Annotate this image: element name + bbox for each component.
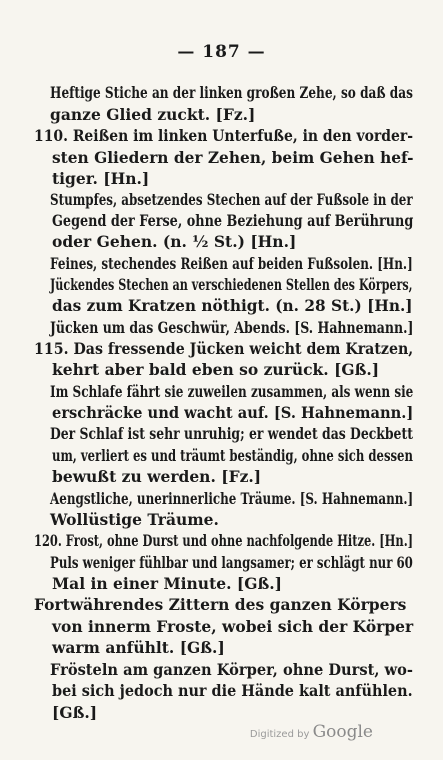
text-line: Jückendes Stechen an verschiedenen Stellen des Körpers, [50,275,413,294]
text-line: Puls weniger fühlbar und langsamer; er schlägt nur 60 [50,553,413,572]
text-line: 120. Frost, ohne Durst und ohne nachfolgende Hitze. [Hn.] [34,531,414,550]
text-line: kehrt aber bald eben so zurück. [Gß.] [52,360,380,379]
digitized-watermark [250,722,373,742]
text-line: Gegend der Ferse, ohne Beziehung auf Berührung [52,211,414,230]
text-line: Wollüstige Träume. [50,510,219,529]
text-line: sten Gliedern der Zehen, beim Gehen hef- [52,148,414,167]
text-line: erschräcke und wacht auf. [S. Hahnemann.] [52,403,414,422]
digitized-label: Digitized by [249,729,310,740]
text-line: das zum Kratzen nöthigt. (n. 28 St.) [Hn.] [52,296,413,315]
text-line: ganze Glied zuckt. [Fz.] [50,105,256,124]
text-line: von innerm Froste, wobei sich der Körper [52,617,414,636]
text-line: Feines, stechendes Reißen auf beiden Fußsolen. [Hn.] [50,254,413,273]
text-line: oder Gehen. (n. ½ St.) [Hn.] [52,232,297,251]
text-line: Mal in einer Minute. [Gß.] [52,574,282,593]
google-logo: Google [312,722,373,742]
text-line: Heftige Stiche an der linken großen Zehe, so daß das [50,83,413,102]
text-line: 110. Reißen im linken Unterfuße, in den vorder- [34,126,414,145]
text-line: Der Schlaf ist sehr unruhig; er wendet das Deckbett [50,424,413,443]
text-line: Fortwährendes Zittern des ganzen Körpers [34,595,407,614]
text-line: bewußt zu werden. [Fz.] [52,467,262,486]
text-line: Im Schlafe fährt sie zuweilen zusammen, als wenn sie [50,382,414,401]
text-line: [Gß.] [52,703,98,722]
page-number: — 187 — [177,42,266,62]
text-line: 115. Das fressende Jücken weicht dem Kratzen, [34,339,414,358]
text-line: Jücken um das Geschwür, Abends. [S. Hahnemann.] [50,318,414,337]
text-line: bei sich jedoch nur die Hände kalt anfühlen. [52,681,413,700]
text-line: um, verliert es und träumt beständig, ohne sich dessen [52,446,413,465]
text-line: Stumpfes, absetzendes Stechen auf der Fußsole in der [50,190,413,209]
text-line: Aengstliche, unerinnerliche Träume. [S. Hahnemann.] [50,489,414,508]
text-line: tiger. [Hn.] [52,169,150,188]
text-line: warm anfühlt. [Gß.] [52,638,225,657]
text-line: Frösteln am ganzen Körper, ohne Durst, wo- [50,660,413,679]
